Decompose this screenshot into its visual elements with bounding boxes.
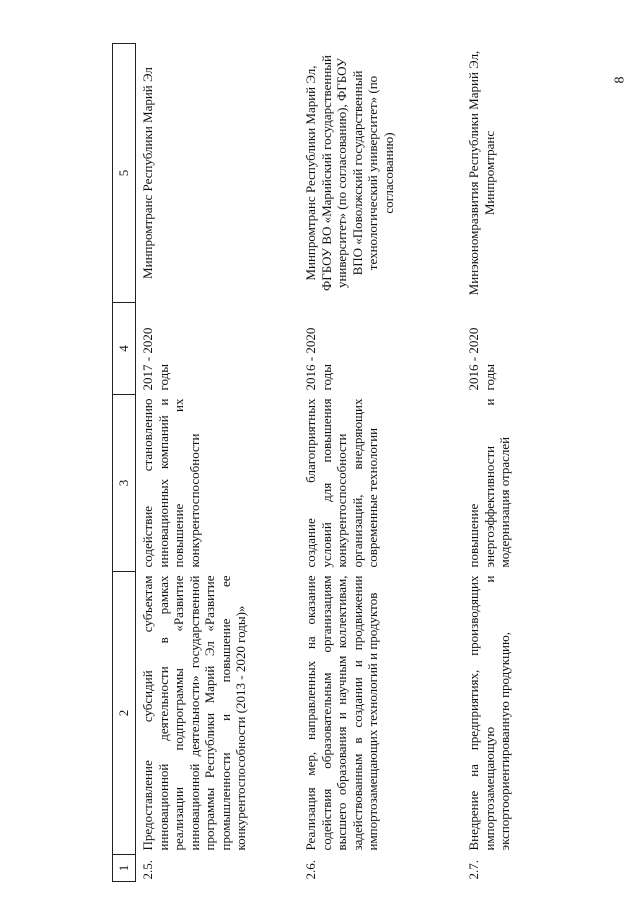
period-text: 2016 - 2020 годы xyxy=(466,327,497,391)
measure-text: Предоставление субсидий субъектам инновационной деятельности в рамках реализации подпрограммы «Развитие инновационной деятельности» государственной программы Республики Марий Эл «Развитие промышленности и повышение ее конкурентоспособности (2013 - 2020 годы)» xyxy=(140,575,248,851)
column-header-3: 3 xyxy=(113,395,136,572)
page-number-text: 8 xyxy=(612,76,627,84)
measures-table-container xyxy=(112,44,622,882)
column-header-1: 1 xyxy=(113,855,136,882)
period-text: 2016 - 2020 годы xyxy=(303,327,334,391)
result-text: повышение энергоэффективности и модернизация отраслей xyxy=(466,398,512,568)
measures-table xyxy=(112,43,550,882)
measure-text: Реализация мер, направленных на оказание содействия образовательным организациям высшего образования и научным коллективам, задействованным в создании и продвижении импортозамещающих технологий и продуктов xyxy=(303,575,380,851)
measure-text: Внедрение на предприятиях, производящих импортозамещающую и экспортоориентированную продукцию, xyxy=(466,575,512,851)
result-text: создание благоприятных условий для повышения конкурентоспособности организаций, внедряющих современные технологии xyxy=(303,398,380,568)
table-header xyxy=(113,44,136,882)
result-text: содействие становлению инновационных компаний и повышение их конкурентоспособности xyxy=(140,398,202,568)
column-header-5: 5 xyxy=(113,44,136,303)
executor-text: Минпромтранс Республики Марий Эл, ФГБОУ ВО «Марийский государственный университет» (по согласованию), ФГБОУ ВПО «Поволжский государственный технологический университет» (по согласованию) xyxy=(303,55,396,291)
period-text: 2017 - 2020 годы xyxy=(140,327,171,391)
table-row xyxy=(136,44,300,882)
table-row xyxy=(462,44,550,882)
column-header-4: 4 xyxy=(113,303,136,395)
row-number: 2.7. xyxy=(466,860,481,880)
column-header-2: 2 xyxy=(113,572,136,855)
table-row xyxy=(299,44,462,882)
rotated-page-content xyxy=(112,44,622,882)
executor-text: Минэкономразвития Республики Марий Эл, Минпромтранс xyxy=(466,50,497,296)
row-number: 2.5. xyxy=(140,860,155,880)
row-number: 2.6. xyxy=(303,860,318,880)
executor-text: Минпромтранс Республики Марий Эл xyxy=(140,67,155,279)
